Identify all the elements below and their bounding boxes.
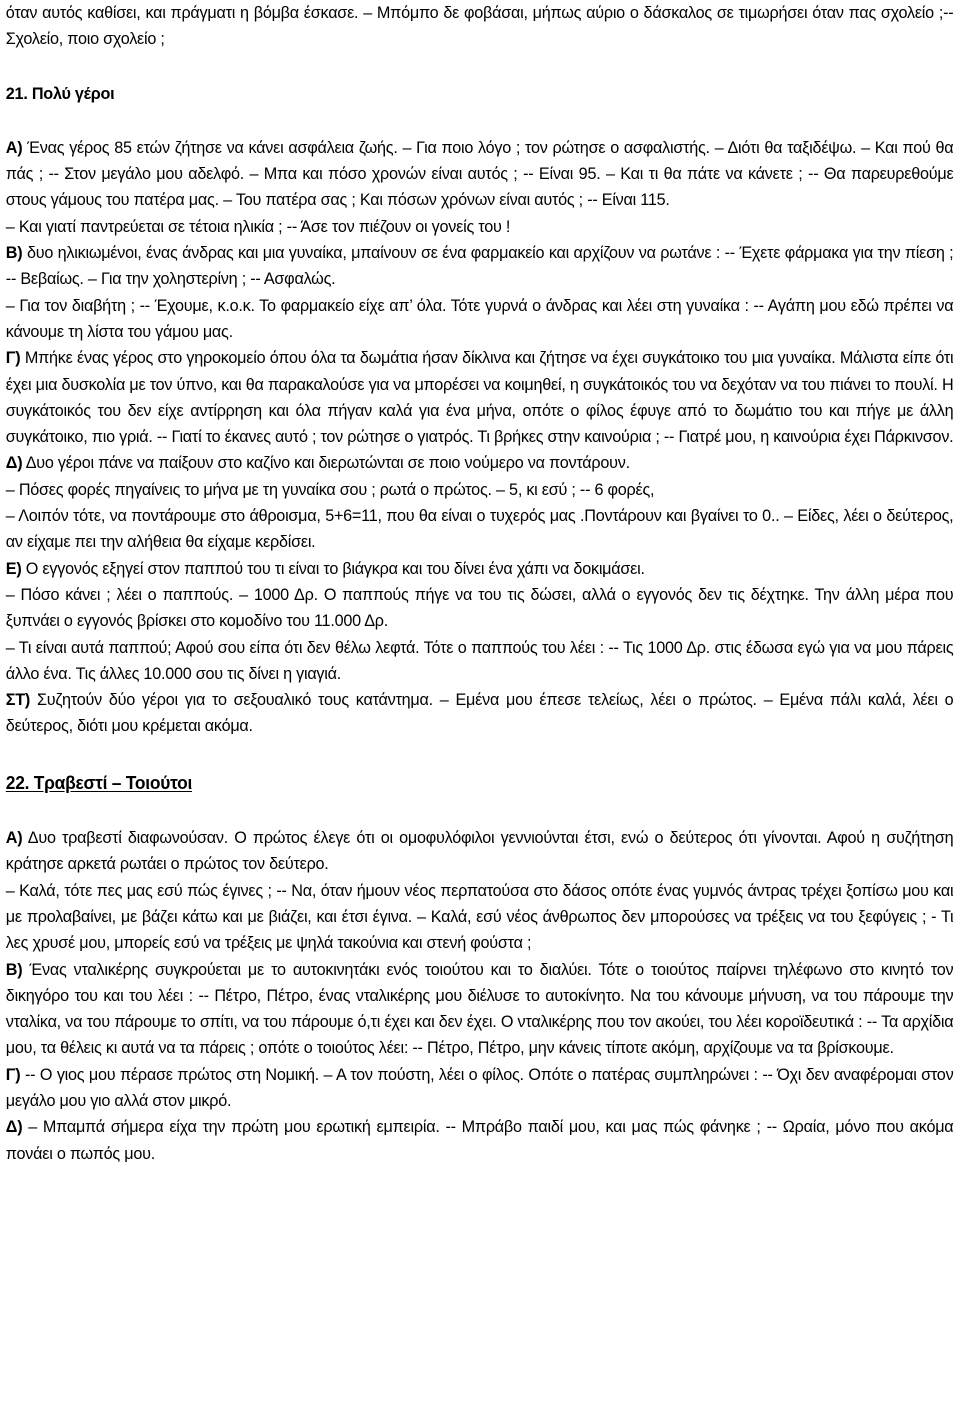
- section-21-item-d-continued-2: – Λοιπόν τότε, να ποντάρουμε στο άθροισμα, 5+6=11, που θα είναι ο τυχερός μας .Ποντάρουν και βγαίνει το 0.. – Είδες, λέει ο δεύτερος, αν είχαμε πει την αλήθεια θα είχαμε κερδίσει.: [5, 506, 954, 552]
- item-text: Ο εγγονός εξηγεί στον παππού του τι είναι το βιάγκρα και του δίνει ένα χάπι να δοκιμάσει.: [25, 558, 645, 578]
- section-21-item-b: [6, 240, 954, 293]
- section-21-item-f: [6, 687, 954, 740]
- item-label: Δ): [5, 453, 23, 473]
- section-21-item-c: [6, 345, 954, 450]
- item-label: Β): [5, 959, 23, 979]
- section-21-item-d-continued: – Πόσες φορές πηγαίνεις το μήνα με τη γυναίκα σου ; ρωτά ο πρώτος. – 5, κι εσύ ; -- 6 φορές,: [5, 479, 655, 499]
- item-text: δυο ηλικιωμένοι, ένας άνδρας και μια γυναίκα, μπαίνουν σε ένα φαρμακείο και αρχίζουν να ρωτάνε : -- Έχετε φάρμακα για την πίεση ; -- Βεβαίως. – Για την χοληστερίνη ; -- Ασφαλώς.: [5, 243, 954, 289]
- item-label: ΣΤ): [5, 690, 31, 710]
- item-text: Ένας νταλικέρης συγκρούεται με το αυτοκινητάκι ενός τοιούτου και το διαλύει. Τότε ο τοιούτος παίρνει τηλέφωνο στο κινητό τον δικηγόρο του και του λέει : -- Πέτρο, Πέτρο, ένας νταλικέρης μου διέλυσε το αυτοκίνητο. Να του κάνουμε μήνυση, να του πάρουμε την νταλίκα, να του πάρουμε το σπίτι, να του πάρουμε ό,τι έχει και δεν έχει. Ο νταλικέρης που τον ακούει, του λέει κοροϊδευτικά : -- Τα αρχίδια μου, τα θέλεις κι αυτά να τα πάρεις ; οπότε ο τοιούτος λέει: -- Πέτρο, Πέτρο, μην κάνεις τίποτε ακόμη, αρχίζουμε να τα βρίσκουμε.: [5, 959, 954, 1058]
- item-text: Ένας γέρος 85 ετών ζήτησε να κάνει ασφάλεια ζωής. – Για ποιο λόγο ; τον ρώτησε ο ασφαλιστής. – Διότι θα ταξιδέψω. – Και πού θα πάς ; -- Στον μεγάλο μου αδελφό. – Μπα και πόσο χρονών είναι αυτός ; -- Είναι 95. – Και τι θα πάτε να κάνετε ; -- Θα παρευρεθούμε στους γάμους του πατέρα μας. – Του πατέρα σας ; Και πόσων χρόνων είναι αυτός ; -- Είναι 115.: [5, 137, 954, 210]
- item-text: Συζητούν δύο γέροι για το σεξουαλικό τους κατάντημα. – Εμένα μου έπεσε τελείως, λέει ο πρώτος. – Εμένα πάλι καλά, λέει ο δεύτερος, διότι μου κρέμεται ακόμα.: [5, 690, 954, 736]
- item-text: Μπήκε ένας γέρος στο γηροκομείο όπου όλα τα δωμάτια ήσαν δίκλινα και ζήτησε να έχει συγκάτοικο του μια γυναίκα. Μάλιστα είπε ότι έχει μια δυσκολία με τον ύπνο, και θα παρακαλούσε για να μπορέσει να κοιμηθεί, η συγκάτοικός του να δεχόταν να του πιάνει το πουλί. Η συγκάτοικός του δεν είχε αντίρρηση και όλα πήγαν καλά για ένα μήνα, οπότε ο φίλος έφυγε από το δωμάτιο του και πήγε με άλλη συγκάτοικο, πιο γριά. -- Γιατί το έκανες αυτό ; τον ρώτησε ο γιατρός. Τι βρήκες στην καινούρια ; -- Γιατρέ μου, η καινούρια έχει Πάρκινσον.: [5, 348, 954, 447]
- spacer: [6, 797, 954, 825]
- section-22-item-b: [6, 957, 954, 1062]
- item-label: Β): [5, 243, 23, 263]
- spacer: [6, 53, 954, 81]
- section-21-item-e-continued: – Πόσο κάνει ; λέει ο παππούς. – 1000 Δρ. Ο παππούς πήγε να του τις δώσει, αλλά ο εγγονός δεν τις δέχτηκε. Την άλλη μέρα που ξυπνάει ο εγγονός βρίσκει στο κομοδίνο του 11.000 Δρ.: [5, 584, 954, 631]
- item-label: Α): [5, 137, 23, 157]
- section-21-item-a: [6, 135, 954, 214]
- item-text: Δυο γέροι πάνε να παίξουν στο καζίνο και διερωτώνται σε ποιο νούμερο να ποντάρουν.: [25, 453, 630, 473]
- section-22-item-a: [6, 825, 954, 878]
- item-text: -- Ο γιος μου πέρασε πρώτος στη Νομική. – Α τον πούστη, λέει ο φίλος. Οπότε ο πατέρας συμπληρώνει : -- Όχι δεν αναφέρομαι στον μεγάλο μου γιο αλλά στον μικρό.: [5, 1064, 954, 1110]
- section-22-heading: 22. Τραβεστί – Τοιούτοι: [5, 772, 193, 793]
- section-21-heading: 21. Πολύ γέροι: [5, 83, 115, 103]
- section-22-item-c: [6, 1062, 954, 1115]
- section-21-item-e: [6, 556, 954, 582]
- item-label: Α): [5, 828, 23, 848]
- spacer: [6, 740, 954, 770]
- section-22-heading-wrap: [6, 770, 954, 797]
- intro-paragraph: όταν αυτός καθίσει, και πράγματι η βόμβα έσκασε. – Μπόμπο δε φοβάσαι, μήπως αύριο ο δάσκαλος σε τιμωρήσει όταν πας σχολείο ;-- Σχολείο, ποιο σχολείο ;: [5, 3, 954, 49]
- section-22-item-a-continued: – Καλά, τότε πες μας εσύ πώς έγινες ; -- Να, όταν ήμουν νέος περπατούσα στο δάσος οπότε ένας γυμνός άντρας τρέχει ξοπίσω μου και με προλαβαίνει, με βάζει κάτω και με βιάζει, και έτσι έγινα. – Καλά, εσύ νέος άνθρωπος δεν μπορούσες να τρέξεις να του ξεφύγεις ; - Τι λες χρυσέ μου, μπορείς εσύ να τρέξεις με ψηλά τακούνια και στενή φούστα ;: [5, 880, 954, 953]
- item-label: Ε): [5, 558, 22, 578]
- section-21-item-e-continued-2: – Τι είναι αυτά παππού; Αφού σου είπα ότι δεν θέλω λεφτά. Τότε ο παππούς του λέει : -- Τις 1000 Δρ. στις έδωσα εγώ για να μου πάρεις άλλο ένα. Τις άλλες 10.000 σου τις δίνει η γιαγιά.: [5, 637, 954, 683]
- item-label: Γ): [5, 348, 21, 368]
- item-text: Δυο τραβεστί διαφωνούσαν. Ο πρώτος έλεγε ότι οι ομοφυλόφιλοι γεννιούνται έτσι, ενώ ο δεύτερος ότι γίνονται. Αφού η συζήτηση κράτησε αρκετά ρωτάει ο πρώτος τον δεύτερο.: [5, 828, 954, 874]
- section-21-item-b-continued: – Για τον διαβήτη ; -- Έχουμε, κ.ο.κ. Το φαρμακείο είχε απ’ όλα. Τότε γυρνά ο άνδρας και λέει στη γυναίκα : -- Αγάπη μου εδώ πρέπει να κάνουμε τη λίστα του γάμου μας.: [5, 295, 954, 341]
- section-21-item-d: [6, 450, 954, 476]
- spacer: [6, 107, 954, 135]
- item-label: Γ): [5, 1064, 21, 1084]
- section-22-item-d: [6, 1114, 954, 1167]
- item-label: Δ): [5, 1117, 23, 1137]
- section-21-item-a-continued: – Και γιατί παντρεύεται σε τέτοια ηλικία ; -- Άσε τον πιέζουν οι γονείς του !: [5, 216, 511, 236]
- item-text: – Μπαμπά σήμερα είχα την πρώτη μου ερωτική εμπειρία. -- Μπράβο παιδί μου, και μας πώς φάνηκε ; -- Ωραία, μόνο που ακόμα πονάει ο πωπός μου.: [5, 1117, 954, 1163]
